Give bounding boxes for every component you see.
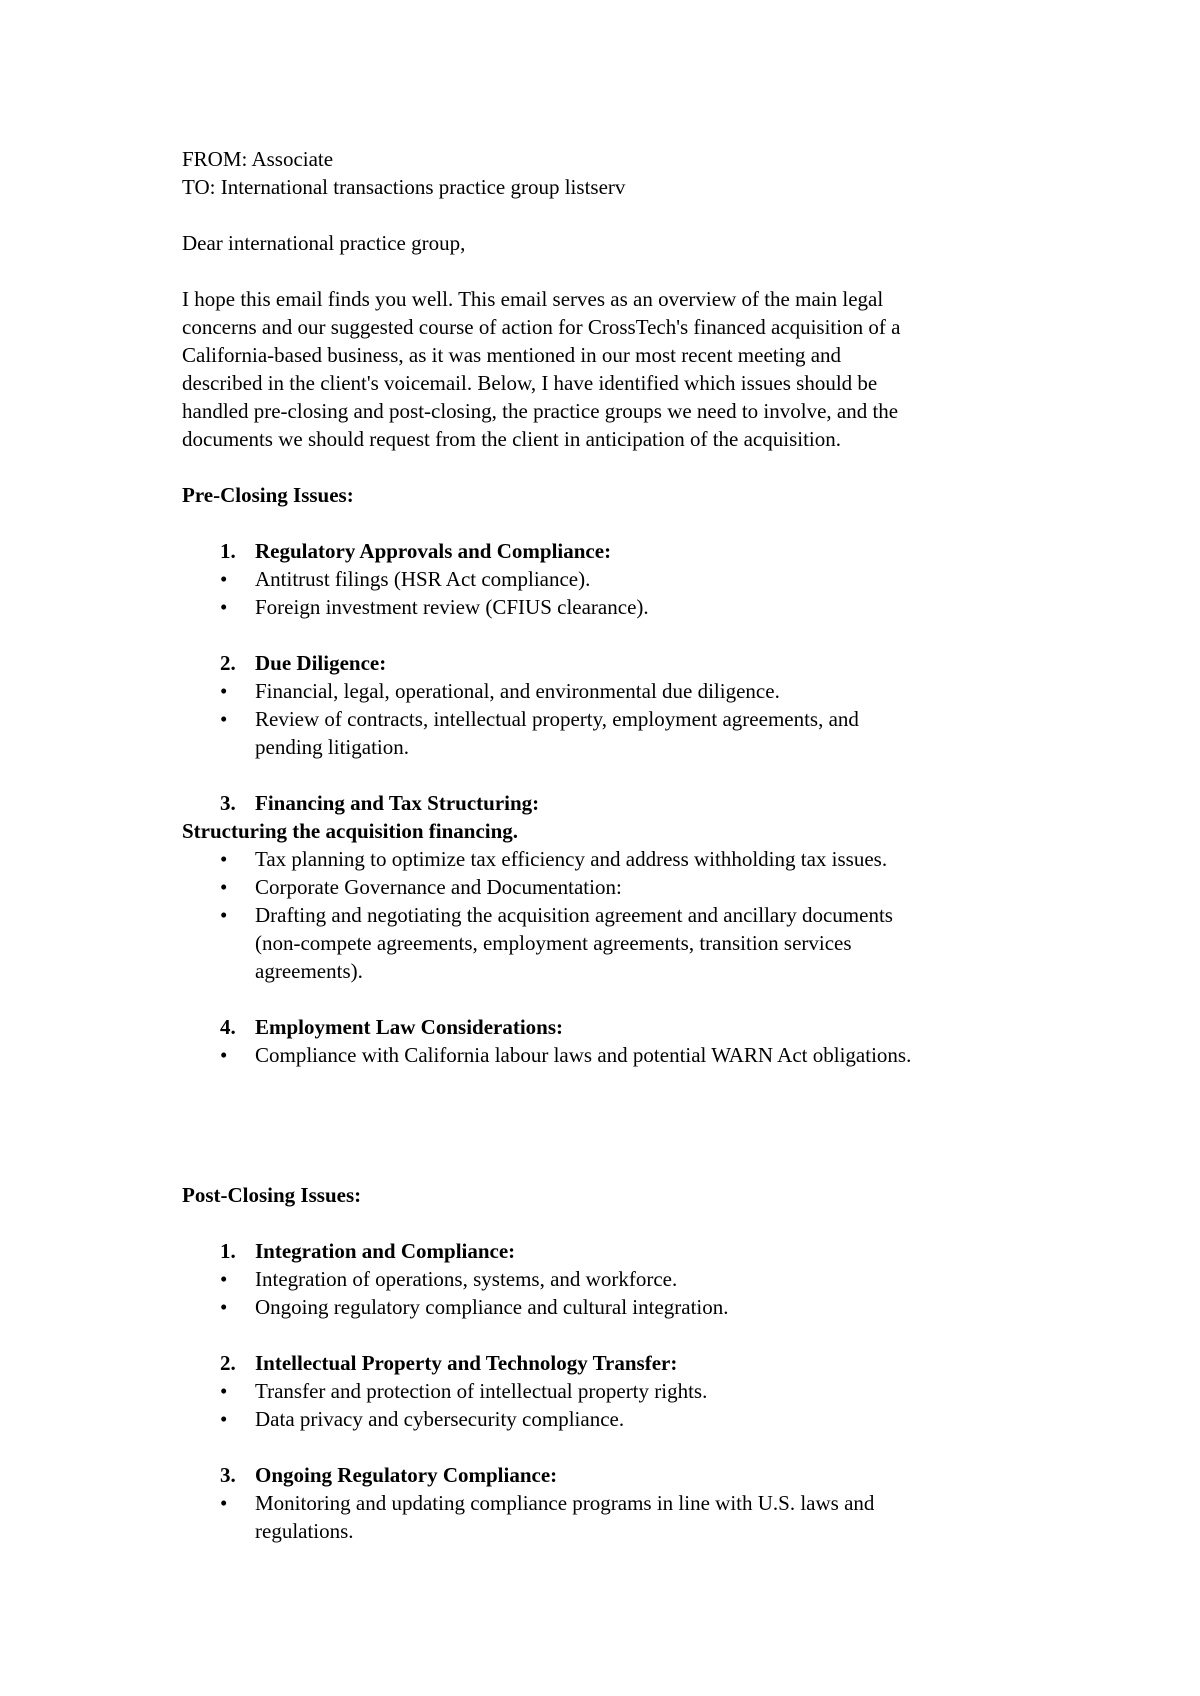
list-item	[182, 873, 1082, 901]
bullet-list	[182, 1489, 1082, 1545]
list-item	[182, 593, 1082, 621]
bullet-text: Foreign investment review (CFIUS clearance).	[255, 595, 649, 619]
list-item	[182, 1041, 1082, 1069]
bullet-text: Ongoing regulatory compliance and cultural integration.	[255, 1295, 729, 1319]
item-title: Employment Law Considerations:	[255, 1015, 564, 1039]
bullet-icon: •	[220, 1043, 228, 1067]
bullet-text: Antitrust filings (HSR Act compliance).	[255, 567, 591, 591]
intro-paragraph	[182, 285, 1082, 453]
post-closing-item-1-heading	[182, 1237, 1082, 1265]
bullet-text: Compliance with California labour laws and potential WARN Act obligations.	[255, 1043, 912, 1067]
pre-closing-item-4-heading	[182, 1013, 1082, 1041]
item-title: Regulatory Approvals and Compliance:	[255, 539, 612, 563]
item-number: 3.	[220, 1463, 236, 1487]
list-item	[182, 845, 1082, 873]
item-title: Due Diligence:	[255, 651, 387, 675]
item-title: Integration and Compliance:	[255, 1239, 516, 1263]
intro-line: documents we should request from the client in anticipation of the acquisition.	[182, 427, 842, 451]
pre-closing-item-3-heading	[182, 789, 1082, 817]
list-item	[182, 901, 1082, 985]
bullet-icon: •	[220, 903, 228, 927]
intro-line: handled pre-closing and post-closing, the practice groups we need to involve, and the	[182, 399, 899, 423]
bullet-icon: •	[220, 595, 228, 619]
bullet-icon: •	[220, 1295, 228, 1319]
pre-closing-item-1-heading	[182, 537, 1082, 565]
bullet-icon: •	[220, 1491, 228, 1515]
post-closing-heading: Post-Closing Issues:	[182, 1183, 362, 1207]
item-title: Ongoing Regulatory Compliance:	[255, 1463, 558, 1487]
bullet-icon: •	[220, 1267, 228, 1291]
post-closing-item-3-heading	[182, 1461, 1082, 1489]
bullet-icon: •	[220, 1379, 228, 1403]
bullet-text: pending litigation.	[255, 735, 409, 759]
list-item	[182, 1489, 1082, 1545]
bullet-list	[182, 1265, 1082, 1321]
from-line: FROM: Associate	[182, 147, 334, 171]
item-subheading: Structuring the acquisition financing.	[182, 819, 519, 843]
bullet-text: Drafting and negotiating the acquisition agreement and ancillary documents	[255, 903, 893, 927]
bullet-text: Integration of operations, systems, and workforce.	[255, 1267, 678, 1291]
bullet-icon: •	[220, 679, 228, 703]
bullet-text: Monitoring and updating compliance programs in line with U.S. laws and	[255, 1491, 875, 1515]
bullet-text: (non-compete agreements, employment agreements, transition services	[255, 931, 852, 955]
list-item	[182, 1293, 1082, 1321]
list-item	[182, 1265, 1082, 1293]
list-item	[182, 677, 1082, 705]
document-page	[182, 145, 1082, 1545]
bullet-list	[182, 845, 1082, 985]
intro-line: described in the client's voicemail. Below, I have identified which issues should be	[182, 371, 878, 395]
bullet-list	[182, 677, 1082, 761]
bullet-icon: •	[220, 567, 228, 591]
item-title: Financing and Tax Structuring:	[255, 791, 540, 815]
pre-closing-item-2-heading	[182, 649, 1082, 677]
item-number: 2.	[220, 1351, 236, 1375]
intro-line: concerns and our suggested course of action for CrossTech's financed acquisition of a	[182, 315, 901, 339]
item-number: 1.	[220, 1239, 236, 1263]
intro-line: California-based business, as it was mentioned in our most recent meeting and	[182, 343, 842, 367]
bullet-icon: •	[220, 1407, 228, 1431]
list-item	[182, 1377, 1082, 1405]
bullet-text: agreements).	[255, 959, 363, 983]
list-item	[182, 705, 1082, 761]
bullet-text: regulations.	[255, 1519, 354, 1543]
bullet-list	[182, 1377, 1082, 1433]
bullet-icon: •	[220, 875, 228, 899]
to-line: TO: International transactions practice group listserv	[182, 175, 626, 199]
item-number: 2.	[220, 651, 236, 675]
bullet-text: Corporate Governance and Documentation:	[255, 875, 622, 899]
item-title: Intellectual Property and Technology Transfer:	[255, 1351, 678, 1375]
list-item	[182, 565, 1082, 593]
greeting: Dear international practice group,	[182, 231, 466, 255]
item-number: 4.	[220, 1015, 236, 1039]
bullet-text: Financial, legal, operational, and environmental due diligence.	[255, 679, 780, 703]
bullet-list	[182, 565, 1082, 621]
list-item	[182, 1405, 1082, 1433]
bullet-list	[182, 1041, 1082, 1069]
intro-line: I hope this email finds you well. This email serves as an overview of the main legal	[182, 287, 884, 311]
bullet-text: Transfer and protection of intellectual property rights.	[255, 1379, 708, 1403]
bullet-text: Review of contracts, intellectual property, employment agreements, and	[255, 707, 859, 731]
pre-closing-heading: Pre-Closing Issues:	[182, 483, 354, 507]
item-number: 1.	[220, 539, 236, 563]
post-closing-item-2-heading	[182, 1349, 1082, 1377]
bullet-text: Tax planning to optimize tax efficiency and address withholding tax issues.	[255, 847, 888, 871]
item-number: 3.	[220, 791, 236, 815]
bullet-icon: •	[220, 707, 228, 731]
bullet-icon: •	[220, 847, 228, 871]
bullet-text: Data privacy and cybersecurity compliance.	[255, 1407, 625, 1431]
